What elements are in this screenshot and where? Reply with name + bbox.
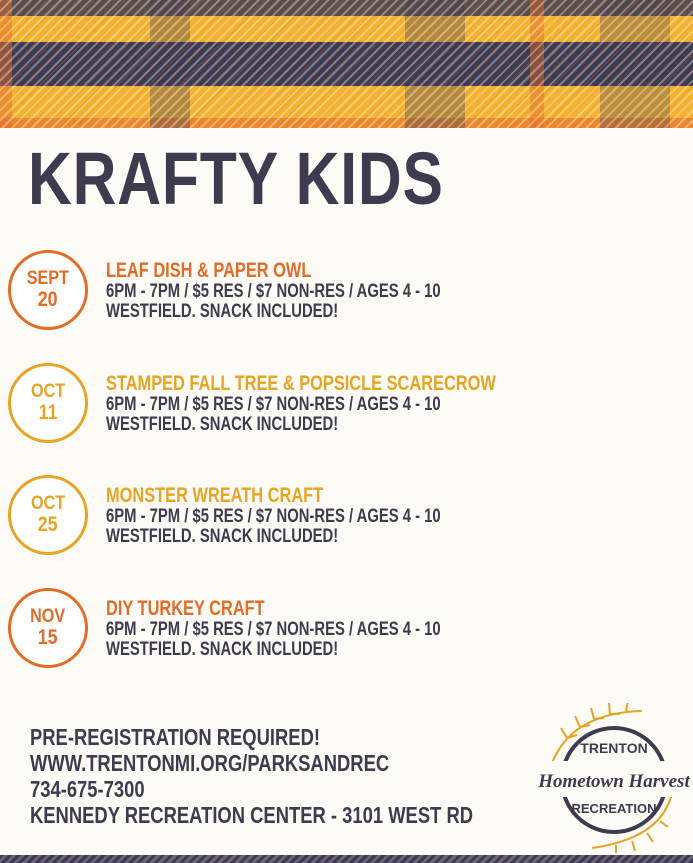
event-month: NOV (30, 606, 66, 627)
event-location: WESTFIELD. SNACK INCLUDED! (106, 414, 339, 435)
plaid-banner (0, 0, 693, 128)
event-details: 6PM - 7PM / $5 RES / $7 NON-RES / AGES 4 - 10 (106, 394, 441, 415)
date-badge (8, 250, 88, 330)
page-title: KRAFTY KIDS (28, 137, 444, 220)
registration-required: PRE-REGISTRATION REQUIRED! (30, 724, 320, 750)
event-name: MONSTER WREATH CRAFT (106, 484, 324, 507)
logo-script-text: Hometown Harvest (538, 771, 690, 792)
phone-number: 734-675-7300 (30, 776, 145, 802)
event-name: STAMPED FALL TREE & POPSICLE SCARECROW (106, 372, 496, 395)
event-item (8, 363, 688, 453)
event-location: WESTFIELD. SNACK INCLUDED! (106, 301, 339, 322)
address: KENNEDY RECREATION CENTER - 3101 WEST RD (30, 802, 474, 828)
event-month: SEPT (26, 268, 70, 289)
event-details: 6PM - 7PM / $5 RES / $7 NON-RES / AGES 4 - 10 (106, 506, 441, 527)
logo-bottom-text: RECREATION (571, 801, 657, 816)
event-month: OCT (30, 493, 66, 514)
event-location: WESTFIELD. SNACK INCLUDED! (106, 639, 339, 660)
event-day: 25 (38, 513, 58, 536)
event-name: DIY TURKEY CRAFT (106, 597, 265, 620)
event-name: LEAF DISH & PAPER OWL (106, 259, 312, 282)
event-day: 20 (38, 288, 58, 311)
hometown-harvest-logo (532, 703, 692, 853)
event-item (8, 475, 688, 565)
event-details: 6PM - 7PM / $5 RES / $7 NON-RES / AGES 4 - 10 (106, 619, 441, 640)
website-link[interactable]: WWW.TRENTONMI.ORG/PARKSANDREC (30, 750, 390, 776)
event-day: 15 (38, 626, 58, 649)
date-badge (8, 588, 88, 668)
event-month: OCT (30, 381, 66, 402)
registration-info (30, 724, 584, 828)
event-item (8, 588, 688, 678)
footer-plaid-strip (0, 855, 693, 863)
event-item (8, 250, 688, 340)
date-badge (8, 475, 88, 555)
event-location: WESTFIELD. SNACK INCLUDED! (106, 526, 339, 547)
date-badge (8, 363, 88, 443)
event-details: 6PM - 7PM / $5 RES / $7 NON-RES / AGES 4 - 10 (106, 281, 441, 302)
logo-top-text: TRENTON (580, 740, 648, 756)
event-day: 11 (38, 401, 58, 424)
